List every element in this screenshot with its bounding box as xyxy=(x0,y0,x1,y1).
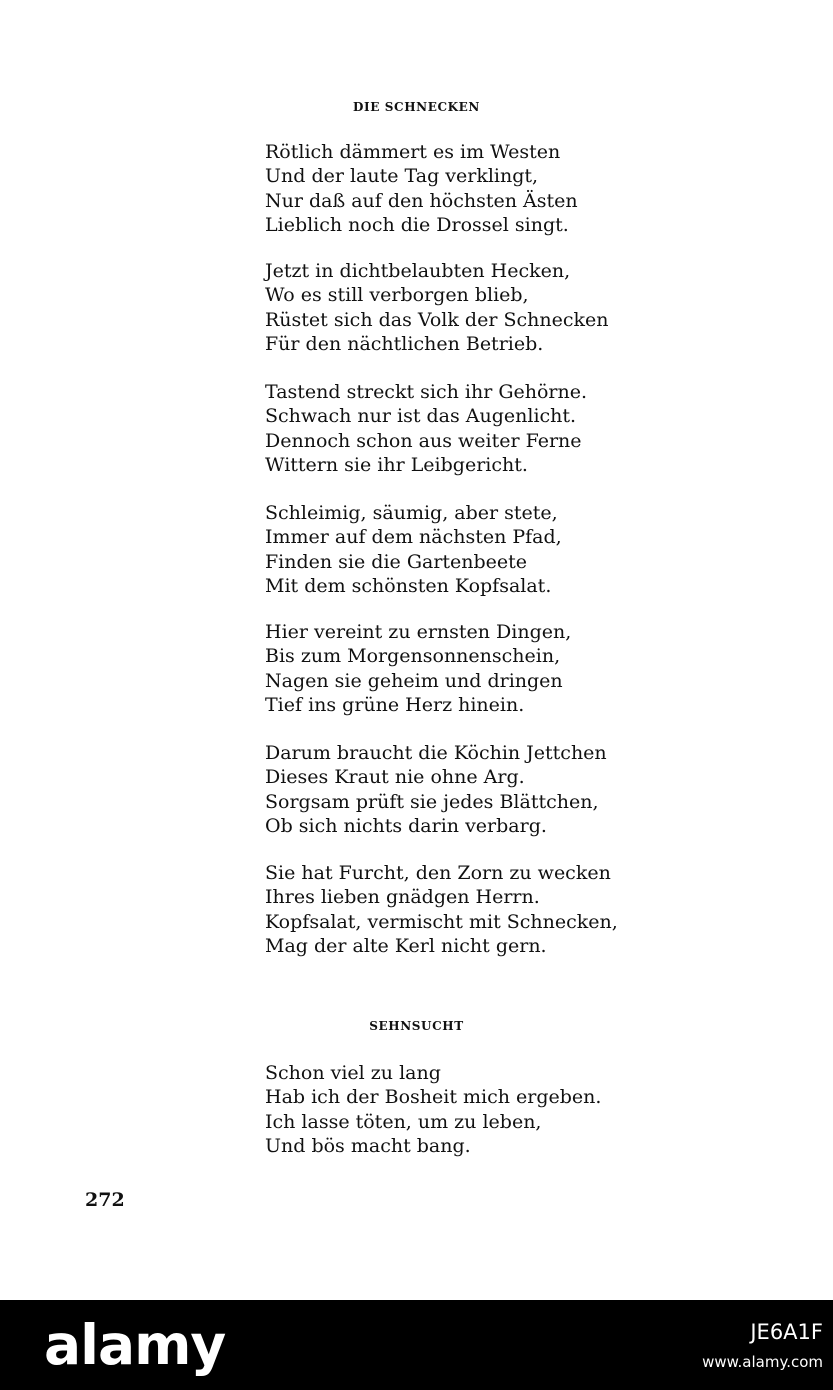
poem-line: Für den nächtlichen Betrieb. xyxy=(265,333,544,356)
stanza-5 xyxy=(265,620,571,718)
poem-line: Lieblich noch die Drossel singt. xyxy=(265,214,569,237)
site-url: www.alamy.com xyxy=(702,1353,823,1371)
poem-line: Schon viel zu lang xyxy=(265,1062,441,1084)
poem-line: Mag der alte Kerl nicht gern. xyxy=(265,935,547,958)
brand-logo: alamy xyxy=(44,1313,226,1377)
poem-line: Sie hat Furcht, den Zorn zu wecken xyxy=(265,862,611,884)
image-id: JE6A1F xyxy=(750,1320,823,1344)
poem-line: Ob sich nichts darin verbarg. xyxy=(265,815,547,838)
stock-watermark-bar xyxy=(0,1300,833,1390)
poem-line: Tastend streckt sich ihr Gehörne. xyxy=(265,381,588,403)
poem-line: Nagen sie geheim und dringen xyxy=(265,669,563,692)
poem-line: Hab ich der Bosheit mich ergeben. xyxy=(265,1086,602,1109)
poem-line: Darum braucht die Köchin Jettchen xyxy=(265,742,607,764)
poem-title-die-schnecken: DIE SCHNECKEN xyxy=(353,100,480,114)
poem-line: Rötlich dämmert es im Westen xyxy=(265,141,561,163)
poem-title-sehnsucht: SEHNSUCHT xyxy=(369,1019,464,1033)
poem-line: Hier vereint zu ernsten Dingen, xyxy=(265,621,572,643)
poem-line: Sorgsam prüft sie jedes Blättchen, xyxy=(265,790,599,813)
poem-line: Ich lasse töten, um zu leben, xyxy=(265,1110,542,1133)
poem-line: Finden sie die Gartenbeete xyxy=(265,550,528,573)
stanza-7 xyxy=(265,861,618,959)
stanza-1 xyxy=(265,140,578,238)
poem-line: Dennoch schon aus weiter Ferne xyxy=(265,429,582,452)
poem-line: Ihres lieben gnädgen Herrn. xyxy=(265,886,540,909)
poem-line: Rüstet sich das Volk der Schnecken xyxy=(265,308,609,331)
poem-line: Bis zum Morgensonnenschein, xyxy=(265,645,561,668)
page-number: 272 xyxy=(85,1189,125,1211)
poem-line: Nur daß auf den höchsten Ästen xyxy=(265,189,578,212)
stanza-4 xyxy=(265,501,562,599)
poem-line: Schleimig, säumig, aber stete, xyxy=(265,502,558,524)
poem-line: Und bös macht bang. xyxy=(265,1135,471,1158)
stanza-2 xyxy=(265,259,608,357)
stanza-6 xyxy=(265,741,607,839)
poem-line: Kopfsalat, vermischt mit Schnecken, xyxy=(265,910,618,933)
poem-line: Jetzt in dichtbelaubten Hecken, xyxy=(265,260,571,282)
poem-line: Wo es still verborgen blieb, xyxy=(265,284,529,307)
poem-line: Mit dem schönsten Kopfsalat. xyxy=(265,575,552,598)
stanza-3 xyxy=(265,380,587,478)
poem-line: Dieses Kraut nie ohne Arg. xyxy=(265,766,525,789)
poem-line: Schwach nur ist das Augenlicht. xyxy=(265,405,577,428)
poem-line: Und der laute Tag verklingt, xyxy=(265,165,539,188)
poem-line: Immer auf dem nächsten Pfad, xyxy=(265,526,562,549)
poem-line: Tief ins grüne Herz hinein. xyxy=(265,694,525,717)
stanza-sehnsucht-1 xyxy=(265,1061,601,1159)
poem-line: Wittern sie ihr Leibgericht. xyxy=(265,454,528,477)
